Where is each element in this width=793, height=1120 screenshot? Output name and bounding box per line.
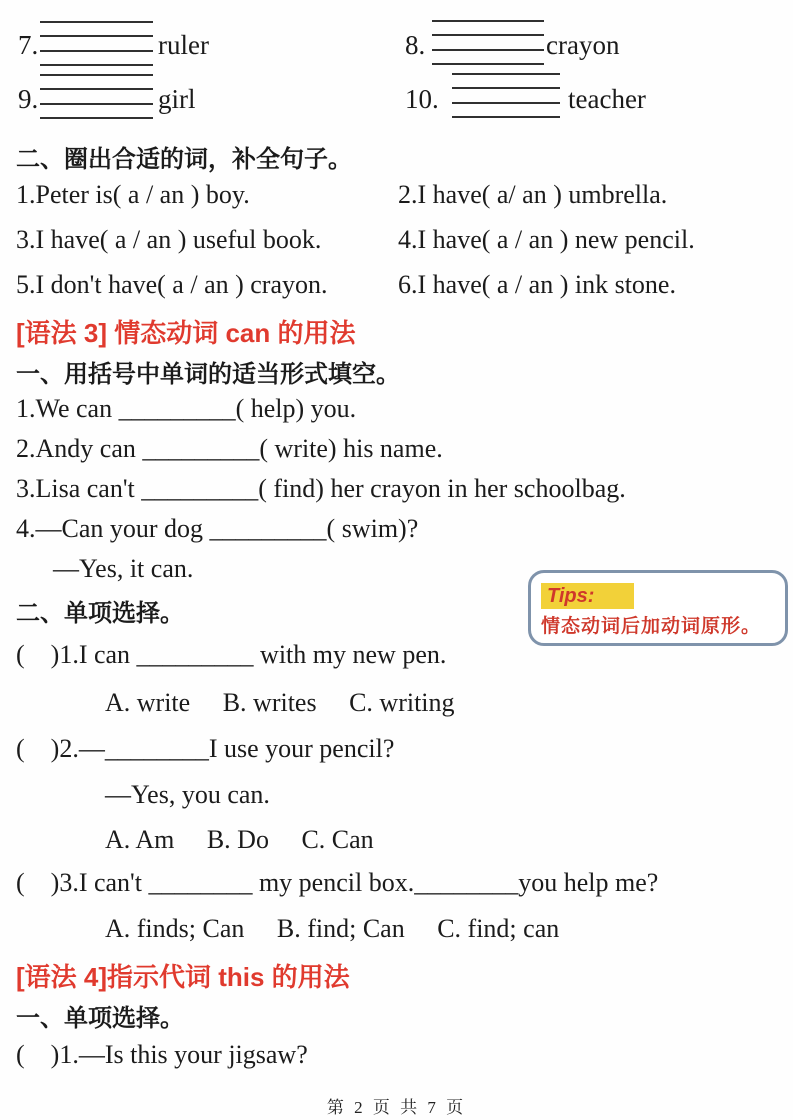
mc-question-stem: ( )2.—________I use your pencil?: [16, 734, 395, 763]
mc-question-stem: ( )1.I can _________ with my new pen.: [16, 640, 447, 669]
exercise-row: [16, 262, 793, 307]
exercise-row: [16, 172, 793, 217]
exercise-row: [16, 217, 793, 262]
grammar4-part1-heading: 一、单项选择。: [16, 1004, 184, 1032]
exercise-item: 6.I have( a / an ) ink stone.: [398, 269, 676, 299]
mc-options: A. write B. writes C. writing: [105, 688, 455, 717]
mc-options: A. Am B. Do C. Can: [105, 825, 374, 854]
tips-box: [528, 570, 788, 646]
vocab-item-number: 7.: [18, 30, 39, 60]
vocab-word: teacher: [568, 84, 646, 114]
vocab-word: crayon: [546, 30, 620, 60]
vocab-item-number: 10.: [405, 84, 439, 114]
fill-item: 4.—Can your dog _________( swim)?: [16, 514, 419, 543]
grammar4-heading: [语法 4]指示代词 this 的用法: [16, 961, 350, 992]
exercise-item: 3.I have( a / an ) useful book.: [16, 224, 322, 254]
writing-grid: [40, 21, 153, 66]
grammar3-part1-heading: 一、用括号中单词的适当形式填空。: [16, 360, 400, 388]
vocab-item-number: 9.: [18, 84, 39, 114]
fill-item: 1.We can _________( help) you.: [16, 394, 357, 423]
fill-item: 2.Andy can _________( write) his name.: [16, 434, 443, 463]
vocab-item-number: 8.: [405, 30, 426, 60]
vocab-word: ruler: [158, 30, 209, 60]
section2-heading: 二、圈出合适的词，补全句子。: [16, 145, 352, 173]
exercise-item: 5.I don't have( a / an ) crayon.: [16, 269, 328, 299]
tips-text: 情态动词后加动词原形。: [541, 616, 762, 637]
writing-grid: [432, 20, 544, 65]
fill-item: 3.Lisa can't _________( find) her crayon in her schoolbag.: [16, 474, 626, 503]
writing-grid: [452, 73, 560, 118]
tips-label: Tips:: [541, 583, 634, 609]
vocab-word: girl: [158, 84, 196, 114]
mc-options: A. finds; Can B. find; Can C. find; can: [105, 914, 560, 943]
page-footer: 第 2 页 共 7 页: [326, 1097, 467, 1117]
mc-question-stem: ( )1.—Is this your jigsaw?: [16, 1040, 308, 1069]
fill-item-reply: —Yes, it can.: [53, 554, 194, 583]
exercise-item: 1.Peter is( a / an ) boy.: [16, 179, 250, 209]
vocab-section: [0, 0, 793, 140]
writing-grid: [40, 74, 153, 119]
mc-question-stem: ( )3.I can't ________ my pencil box.________you help me?: [16, 868, 659, 897]
exercise-item: 2.I have( a/ an ) umbrella.: [398, 179, 668, 209]
grammar3-heading: [语法 3] 情态动词 can 的用法: [16, 317, 356, 348]
mc-question-reply: —Yes, you can.: [105, 780, 270, 809]
grammar3-part2-heading: 二、单项选择。: [16, 599, 184, 627]
exercise-item: 4.I have( a / an ) new pencil.: [398, 224, 695, 254]
